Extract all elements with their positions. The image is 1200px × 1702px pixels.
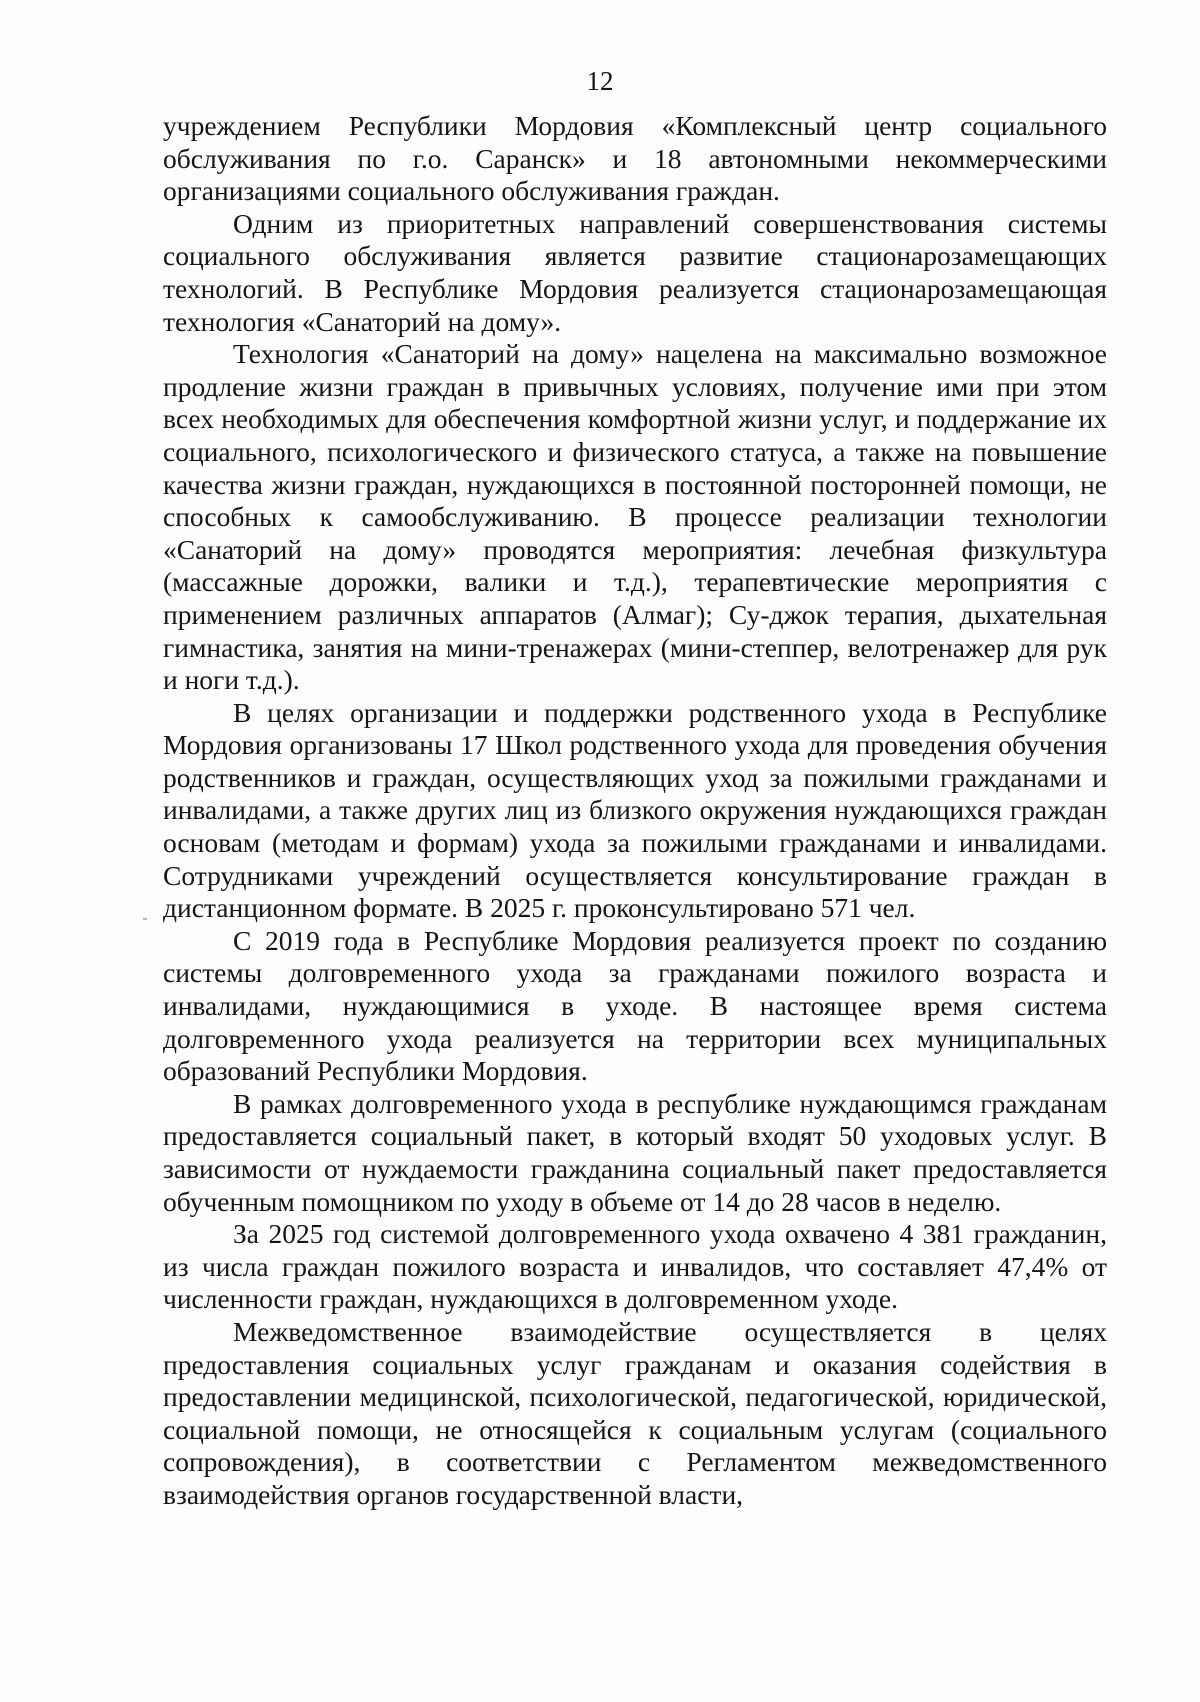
paragraph-continuation: учреждением Республики Мордовия «Комплексный центр социального обслуживания по г.о. Саранск» и 18 автономными некоммерческими организациями социального обслуживания граждан. [163,110,1107,207]
paragraph-family-care-schools: В целях организации и поддержки родственного ухода в Республике Мордовия организованы 17 Школ родственного ухода для проведения обучения родственников и граждан, осуществляющих уход за пожилыми гражданами и инвалидами, а также других лиц из близкого окружения нуждающихся граждан основам (методам и формам) ухода за пожилыми гражданами и инвалидами. Сотрудниками учреждений осуществляется консультирование граждан в дистанционном формате. В 2025 г. проконсультировано 571 чел. [163,696,1107,924]
scan-speck [143,918,147,920]
paragraph-social-package: В рамках долговременного ухода в республике нуждающимся гражданам предоставляется социальный пакет, в который входят 50 уходовых услуг. В зависимости от нуждаемости гражданина социальный пакет предоставляется обученным помощником по уходу в объеме от 14 до 28 часов в неделю. [163,1087,1107,1217]
paragraph-sanatorium-at-home: Технология «Санаторий на дому» нацелена на максимально возможное продление жизни граждан в привычных условиях, получение ими при этом всех необходимых для обеспечения комфортной жизни услуг, и поддержание их социального, психологического и физического статуса, а также на повышение качества жизни граждан, нуждающихся в постоянной посторонней помощи, не способных к самообслуживанию. В процессе реализации технологии «Санаторий на дому» проводятся мероприятия: лечебная физкультура (массажные дорожки, валики и т.д.), терапевтические мероприятия с применением различных аппаратов (Алмаг); Су-джок терапия, дыхательная гимнастика, занятия на мини-тренажерах (мини-степпер, велотренажер для рук и ноги т.д.). [163,338,1107,696]
page-number: 12 [586,66,614,96]
paragraph-interagency-cooperation: Межведомственное взаимодействие осуществляется в целях предоставления социальных услуг гражданам и оказания содействия в предоставлении медицинской, психологической, педагогической, юридической, социальной помощи, не относящейся к социальным услугам (социального сопровождения), в соответствии с Регламентом межведомственного взаимодействия органов государственной власти, [163,1315,1107,1510]
paragraph-stationary-technologies: Одним из приоритетных направлений совершенствования системы социального обслуживания является развитие стационарозамещающих технологий. В Республике Мордовия реализуется стационарозамещающая технология «Санаторий на дому». [163,207,1107,337]
paragraph-coverage-2025: За 2025 год системой долговременного ухода охвачено 4 381 гражданин, из числа граждан пожилого возраста и инвалидов, что составляет 47,4% от численности граждан, нуждающихся в долговременном уходе. [163,1218,1107,1315]
document-body [163,110,1107,1512]
paragraph-long-term-care-project: С 2019 года в Республике Мордовия реализуется проект по созданию системы долговременного ухода за гражданами пожилого возраста и инвалидами, нуждающимися в уходе. В настоящее время система долговременного ухода реализуется на территории всех муниципальных образований Республики Мордовия. [163,924,1107,1087]
